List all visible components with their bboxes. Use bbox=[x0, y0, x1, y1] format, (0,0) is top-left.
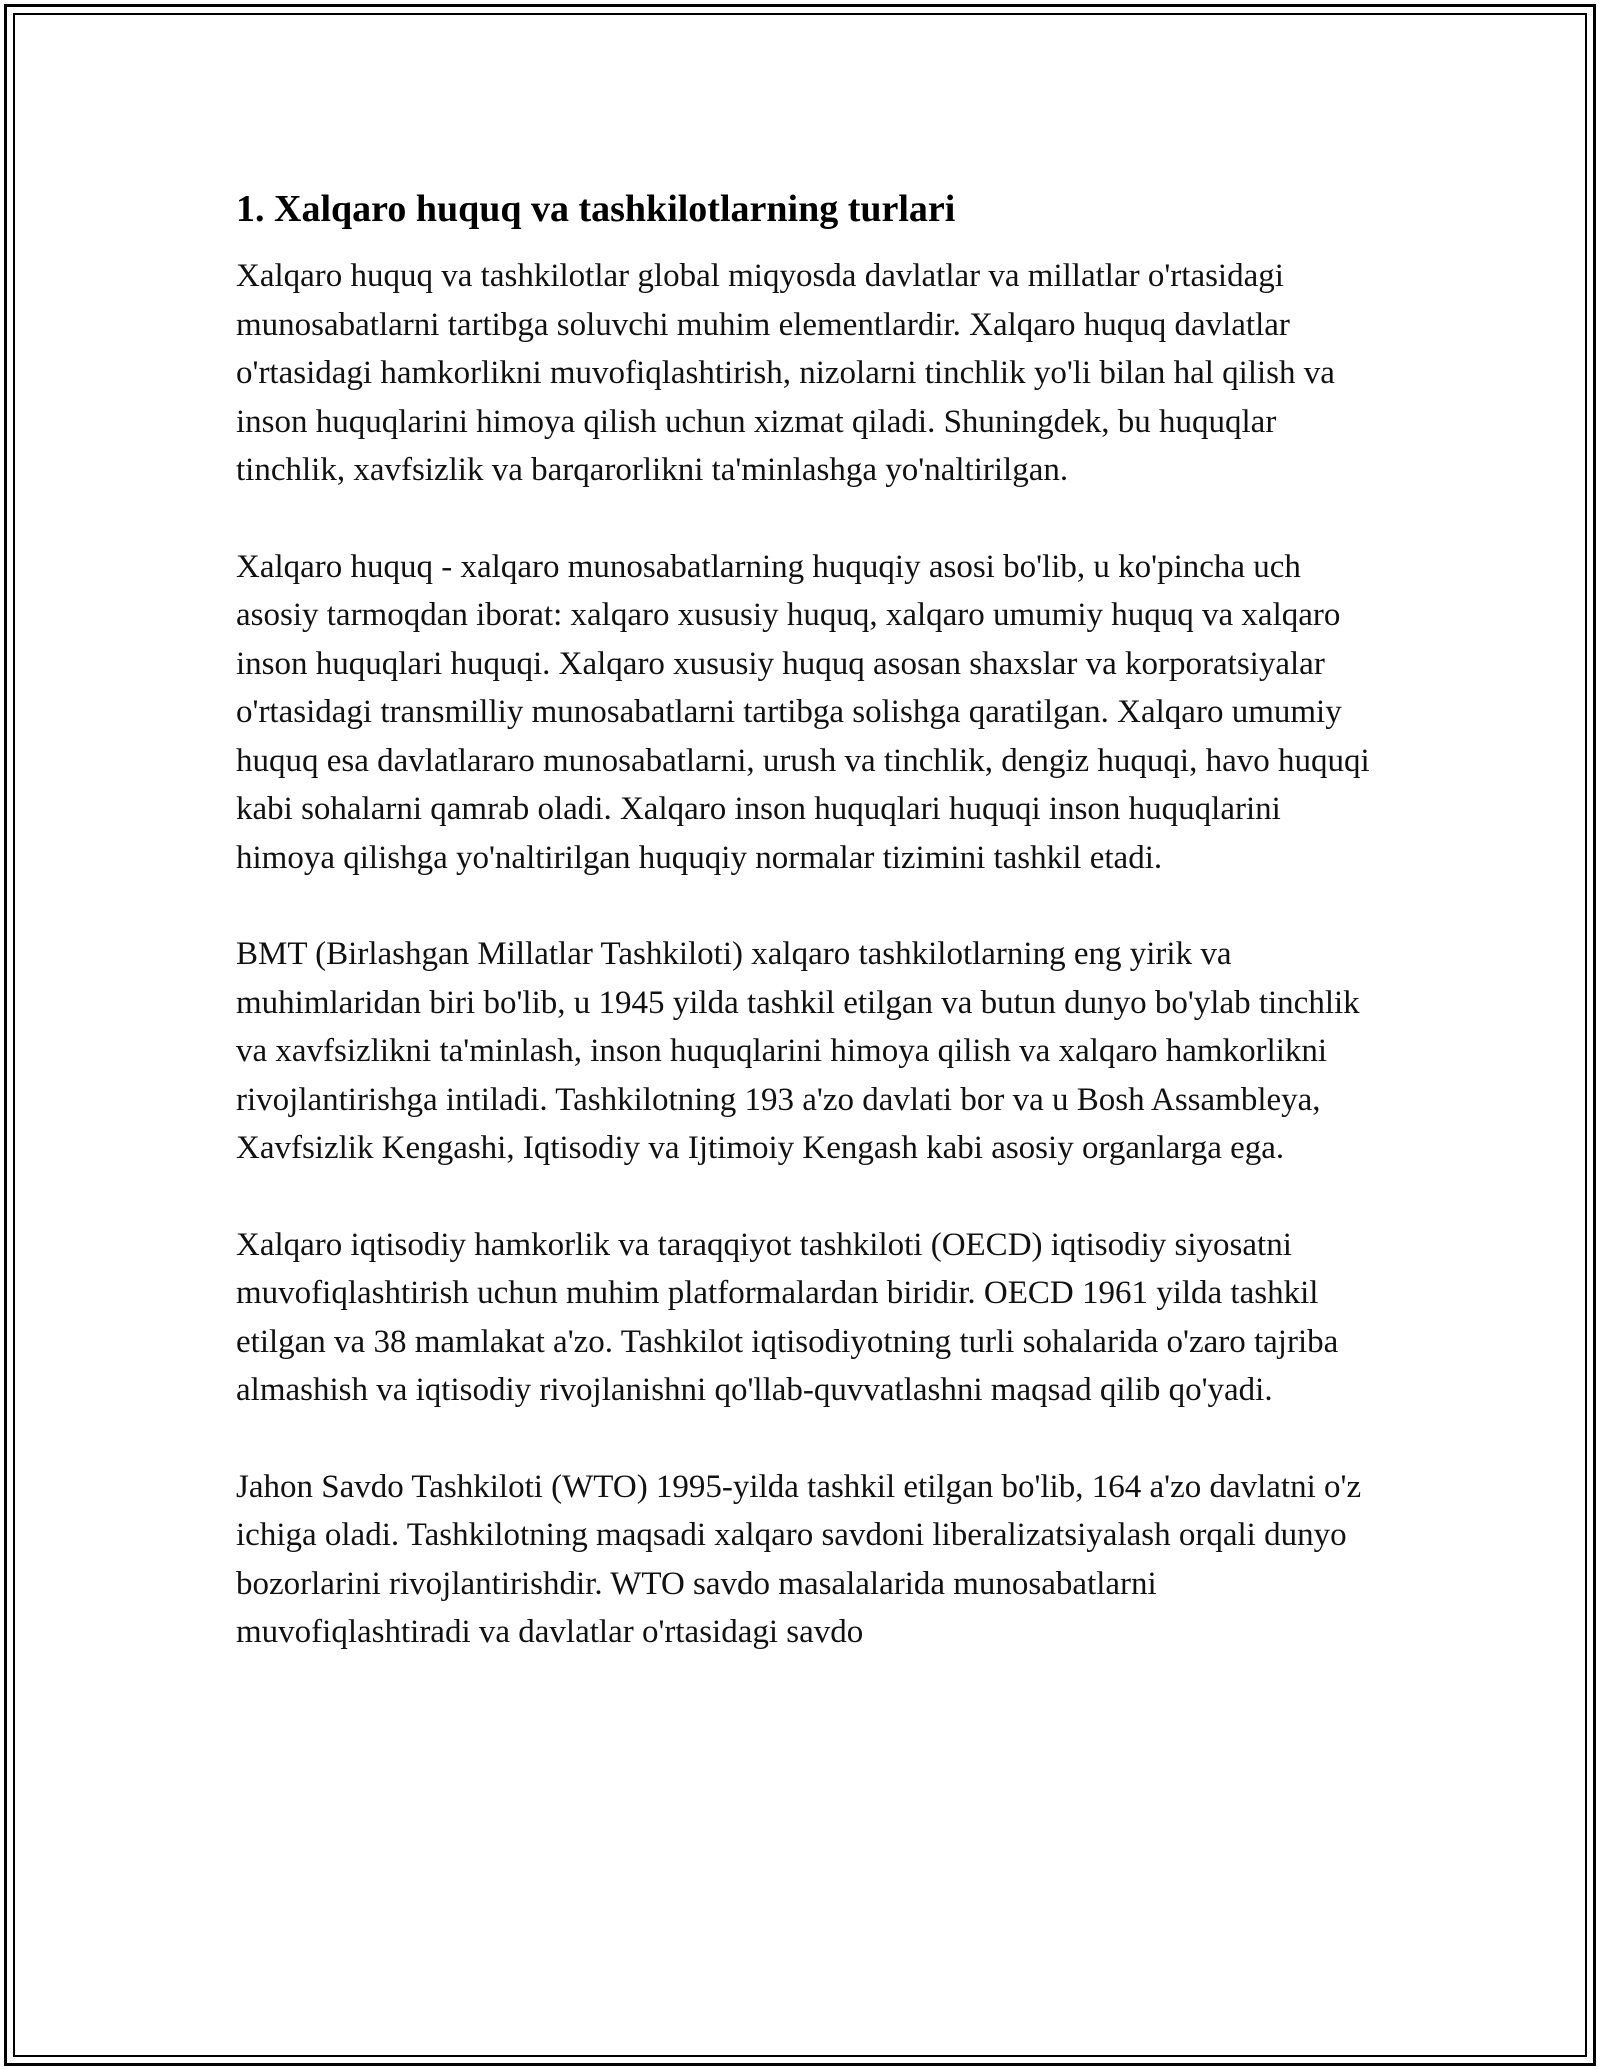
paragraph-law-branches: Xalqaro huquq - xalqaro munosabatlarning huquqiy asosi bo'lib, u ko'pincha uch asosiy tarmoqdan iborat: xalqaro xususiy huquq, xalqaro umumiy huquq va xalqaro inson huquqlari huquqi. Xalqaro xususiy huquq asosan shaxslar va korporatsiyalar o'rtasidagi transmilliy munosabatlarni tartibga solishga qaratilgan. Xalqaro umumiy huquq esa davlatlararo munosabatlarni, urush va tinchlik, dengiz huquqi, havo huquqi kabi sohalarni qamrab oladi. Xalqaro inson huquqlari huquqi inson huquqlarini himoya qilishga yo'naltirilgan huquqiy normalar tizimini tashkil etadi. bbox=[236, 548, 1370, 876]
paragraph-un: BMT (Birlashgan Millatlar Tashkiloti) xalqaro tashkilotlarning eng yirik va muhimlaridan biri bo'lib, u 1945 yilda tashkil etilgan va butun dunyo bo'ylab tinchlik va xavfsizlikni ta'minlash, inson huquqlarini himoya qilish va xalqaro hamkorlikni rivojlantirishga intiladi. Tashkilotning 193 a'zo davlati bor va u Bosh Assambleya, Xavfsizlik Kengashi, Iqtisodiy va Ijtimoiy Kengash kabi asosiy organlarga ega. bbox=[236, 936, 1360, 1166]
paragraph-oecd: Xalqaro iqtisodiy hamkorlik va taraqqiyot tashkiloti (OECD) iqtisodiy siyosatni muvofiqlashtirish uchun muhim platformalardan biridir. OECD 1961 yilda tashkil etilgan va 38 mamlakat a'zo. Tashkilot iqtisodiyotning turli sohalarida o'zaro tajriba almashish va iqtisodiy rivojlanishni qo'llab-quvvatlashni maqsad qilib qo'yadi. bbox=[236, 1226, 1339, 1408]
paragraph-international-law-intro: Xalqaro huquq va tashkilotlar global miqyosda davlatlar va millatlar o'rtasidagi munosabatlarni tartibga soluvchi muhim elementlardir. Xalqaro huquq davlatlar o'rtasidagi hamkorlikni muvofiqlashtirish, nizolarni tinchlik yo'li bilan hal qilish va inson huquqlarini himoya qilish uchun xizmat qiladi. Shuningdek, bu huquqlar tinchlik, xavfsizlik va barqarorlikni ta'minlashga yo'naltirilgan. bbox=[236, 258, 1335, 488]
section-heading: 1. Xalqaro huquq va tashkilotlarning turlari bbox=[236, 188, 956, 230]
paragraph-wto: Jahon Savdo Tashkiloti (WTO) 1995-yilda tashkil etilgan bo'lib, 164 a'zo davlatni o'z ichiga oladi. Tashkilotning maqsadi xalqaro savdoni liberalizatsiyalash orqali dunyo bozorlarini rivojlantirishdir. WTO savdo masalalarida munosabatlarni muvofiqlashtiradi va davlatlar o'rtasidagi savdo bbox=[236, 1468, 1362, 1650]
document-body bbox=[236, 184, 1376, 1705]
